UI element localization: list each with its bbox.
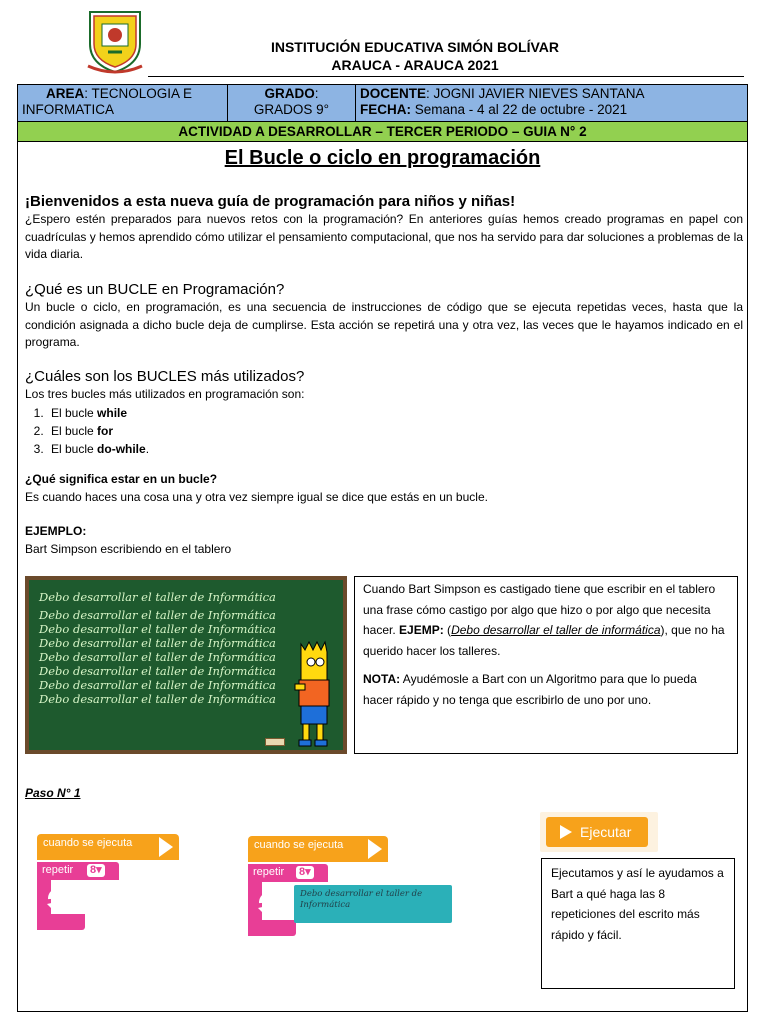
docente-cell [356, 85, 747, 121]
grado-label: GRADO [264, 86, 315, 101]
explain-example-label: EJEMP: [399, 623, 444, 637]
repeat-count-value: 8 [90, 864, 97, 876]
chalk-eraser [265, 738, 285, 746]
explain-example-phrase: Debo desarrollar el taller de informática [451, 623, 661, 637]
repeat-label: repetir [42, 864, 74, 876]
loop-icon [255, 888, 285, 918]
chalk-line: Debo desarrollar el taller de Informática [39, 622, 276, 636]
list-item [47, 404, 743, 422]
list-item-prefix: El bucle [51, 405, 98, 420]
print-text-block[interactable]: Debo desarrollar el taller de Informática [294, 885, 452, 923]
most-used-intro: Los tres bucles más utilizados en programación son: [25, 387, 305, 401]
grado-cell [228, 85, 356, 121]
note-text: Ayudémosle a Bart con un Algoritmo para que lo pueda hacer rápido y no tenga que escribirlo de uno por uno. [363, 672, 697, 707]
list-item-suffix: . [145, 441, 150, 456]
area-value: : TECNOLOGIA E INFORMATICA [22, 86, 193, 117]
meaning-heading: ¿Qué significa estar en un bucle? [25, 472, 218, 486]
when-run-block [248, 836, 388, 862]
repeat-label: repetir [253, 866, 285, 878]
when-run-label: cuando se ejecuta [43, 837, 133, 849]
when-run-label: cuando se ejecuta [254, 839, 344, 851]
grado-value: GRADOS 9° [253, 102, 330, 117]
chalk-line: Debo desarrollar el taller de Informática [39, 650, 276, 664]
step-heading: Paso N° 1 [25, 786, 81, 800]
list-item-name: do-while [97, 441, 146, 456]
meaning-text: Es cuando haces una cosa una y otra vez siempre igual se dice que estás en un bucle. [25, 489, 488, 504]
docente-label: DOCENTE [360, 86, 427, 101]
repeat-block-top [248, 864, 328, 882]
list-item-prefix: El bucle [51, 423, 98, 438]
institution-location: ARAUCA - ARAUCA 2021 [331, 57, 499, 73]
welcome-heading: ¡Bienvenidos a esta nueva guía de programación para niños y niñas! [25, 193, 516, 210]
header-divider [148, 76, 744, 77]
play-arrow-icon [159, 837, 173, 857]
explain-text: Cuando Bart Simpson es castigado tiene que escribir en el tablero una frase cómo castigo por algo que hizo o por algo que necesita hacer. [363, 582, 716, 637]
grado-colon: : [314, 86, 319, 101]
list-item-prefix: El bucle [51, 441, 98, 456]
info-table [17, 84, 748, 122]
block-program-2 [248, 834, 458, 938]
explain-text-end: ), que no ha querido hacer los talleres. [363, 623, 725, 658]
explanation-box [354, 576, 738, 754]
what-is-text: Un bucle o ciclo, en programación, es una secuencia de instrucciones de código que se ejecuta repetidas veces, hasta que la condición asignada a dicho bucle deja de cumplirse. Esta acción se repetirá una y otra vez, las veces que le hayamos indicado en el programa. [25, 300, 743, 349]
repeat-block-bottom [248, 920, 296, 936]
repeat-count-dropdown[interactable] [296, 866, 314, 879]
meaning-section [25, 471, 743, 506]
bart-simpson-figure [287, 640, 343, 750]
list-item-name: while [97, 405, 128, 420]
chalk-line: Debo desarrollar el taller de Informática [39, 636, 276, 650]
most-used-section [25, 367, 743, 458]
block-program-1 [37, 834, 187, 934]
run-button-face [546, 817, 648, 847]
chalk-line: Debo desarrollar el taller de Informática [39, 678, 276, 692]
example-text: Bart Simpson escribiendo en el tablero [25, 541, 232, 556]
play-icon [560, 825, 572, 839]
example-section [25, 523, 743, 558]
page-title: El Bucle o ciclo en programación [224, 147, 541, 169]
play-arrow-icon [368, 839, 382, 859]
chalkboard-image [25, 576, 347, 754]
area-cell [18, 85, 228, 121]
explain-paren-open: ( [443, 623, 452, 637]
welcome-text: ¿Espero estén preparados para nuevos retos con la programación? En anteriores guías hemos creado programas en papel con cuadrículas y hemos aprendido cómo utilizar el pensamiento computacional, que nos ha servido para dar soluciones a problemas de la vida diaria. [25, 212, 743, 261]
when-run-block [37, 834, 179, 860]
repeat-count-dropdown[interactable] [87, 864, 105, 877]
note-label: NOTA: [363, 672, 401, 686]
docente-value: : JOGNI JAVIER NIEVES SANTANA [426, 86, 645, 101]
list-item [47, 440, 743, 458]
dropdown-arrow-icon: ▾ [96, 864, 102, 876]
institution-name: INSTITUCIÓN EDUCATIVA SIMÓN BOLÍVAR [270, 39, 560, 55]
chalk-line: Debo desarrollar el taller de Informática [39, 692, 276, 706]
most-used-heading: ¿Cuáles son los BUCLES más utilizados? [25, 368, 305, 385]
chalk-line: Debo desarrollar el taller de Informática [39, 608, 276, 622]
chalk-line: Debo desarrollar el taller de Informática [39, 590, 276, 604]
example-heading: EJEMPLO: [25, 524, 87, 538]
institution-title [150, 38, 680, 74]
repeat-block-top [37, 862, 119, 880]
dropdown-arrow-icon: ▾ [305, 866, 311, 878]
repeat-count-value: 8 [299, 866, 306, 878]
loop-icon [44, 884, 74, 914]
run-button[interactable] [540, 812, 658, 852]
chalk-line: Debo desarrollar el taller de Informática [39, 664, 276, 678]
loop-list [47, 404, 743, 458]
repeat-block-bottom [37, 914, 85, 930]
welcome-section [25, 192, 743, 264]
fecha-label: FECHA: [360, 102, 411, 117]
school-crest-logo [86, 8, 144, 74]
what-is-heading: ¿Qué es un BUCLE en Programación? [25, 281, 285, 298]
list-item [47, 422, 743, 440]
list-item-name: for [97, 423, 114, 438]
what-is-section [25, 280, 743, 352]
run-button-label: Ejecutar [580, 824, 632, 840]
result-note-box: Ejecutamos y así le ayudamos a Bart a qué haga las 8 repeticiones del escrito más rápido y fácil. [541, 858, 735, 989]
activity-bar: ACTIVIDAD A DESARROLLAR – TERCER PERIODO – GUIA N° 2 [17, 122, 748, 142]
fecha-value: Semana - 4 al 22 de octubre - 2021 [411, 102, 628, 117]
area-label: AREA [46, 86, 85, 101]
